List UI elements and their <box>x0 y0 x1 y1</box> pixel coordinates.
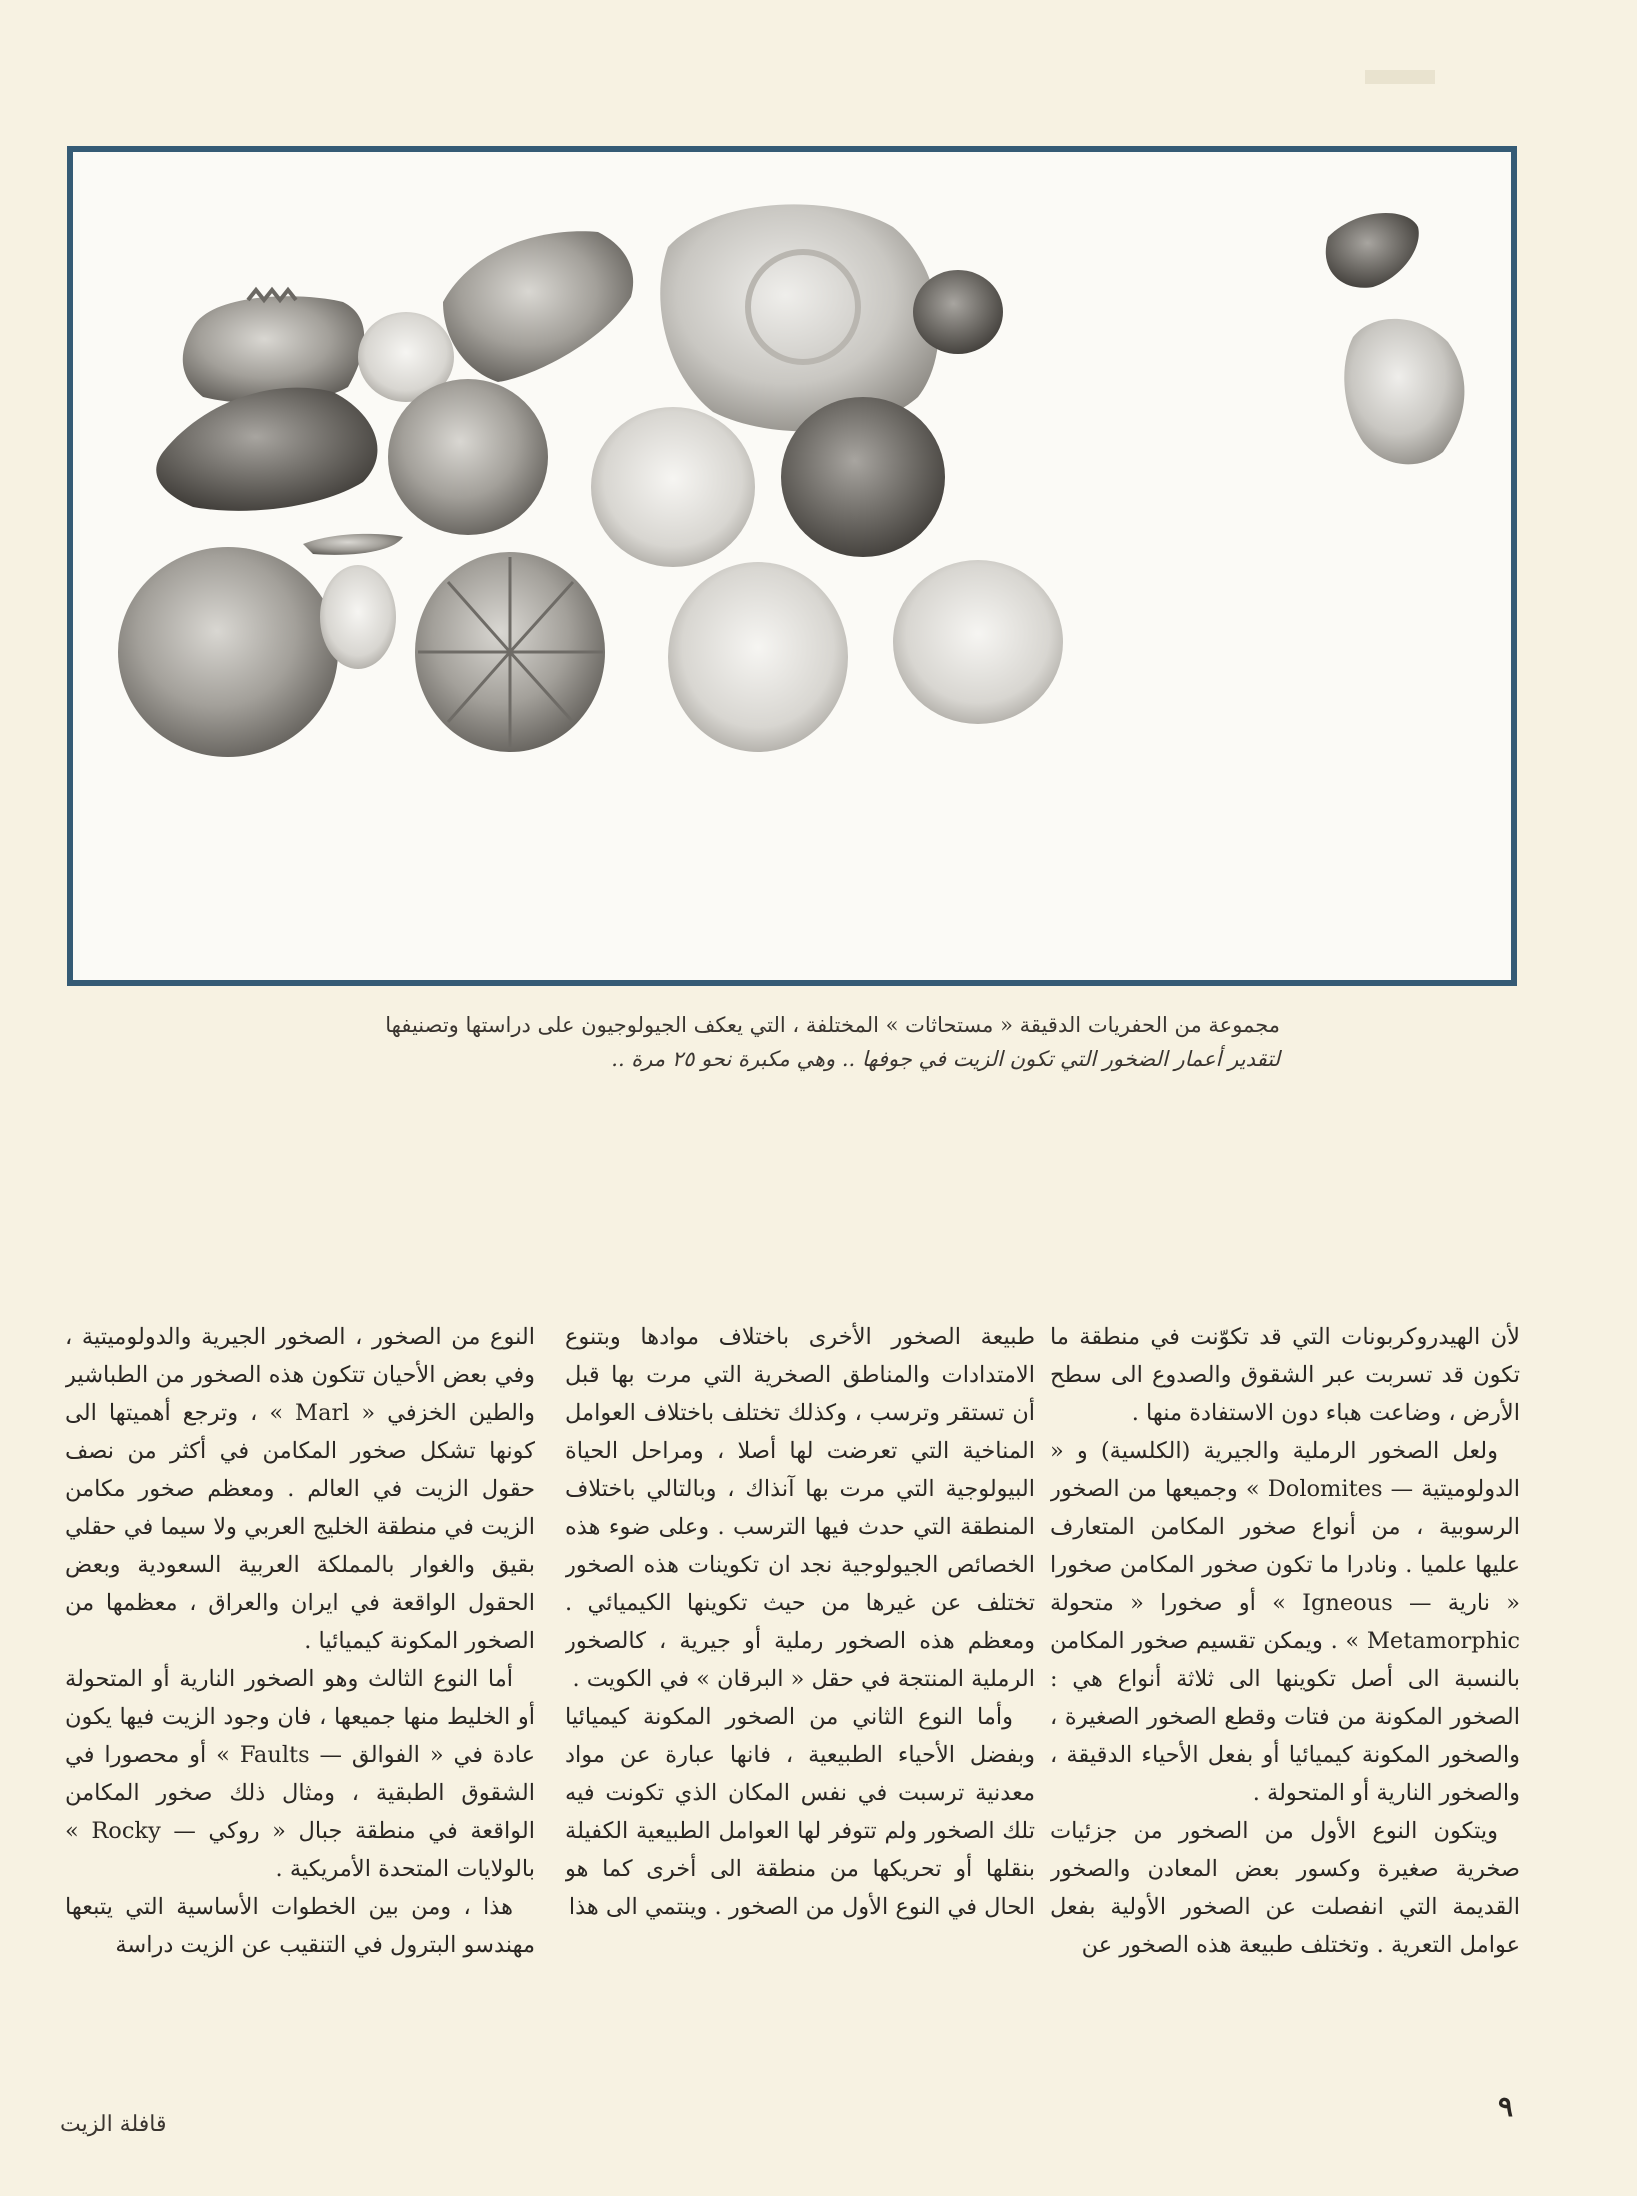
fossil-4 <box>660 204 938 431</box>
page-number: ٩ <box>1498 2090 1514 2123</box>
fossil-17 <box>893 560 1063 724</box>
figure-caption <box>300 1008 1280 1076</box>
paragraph: ويتكون النوع الأول من الصخور من جزئيات صخرية صغيرة وكسور بعض المعادن والصخور القديمة التي انفصلت عن الصخور الأولية بفعل عوامل التعرية . وتختلف طبيعة هذه الصخور عن <box>1050 1818 1520 1958</box>
fossil-1 <box>183 296 364 403</box>
paragraph: طبيعة الصخور الأخرى باختلاف موادها وبتنوع الامتدادات والمناطق الصخرية التي مرت بها قبل أن تستقر وترسب ، وكذلك تختلف باختلاف العوامل المناخية التي تعرضت لها أصلا ، ومراحل الحياة البيولوجية التي مرت بها آنذاك ، وبالتالي باختلاف المنطقة التي حدث فيها الترسب . وعلى ضوء هذه الخصائص الجيولوجية نجد ان تكوينات هذه الصخور تختلف عن غيرها من حيث تكوينها الكيميائي . ومعظم هذه الصخور رملية أو جيرية ، كالصخور الرملية المنتجة في حقل « البرقان » في الكويت . <box>565 1324 1035 1692</box>
text-column-right <box>1050 1318 1520 2098</box>
paragraph: لأن الهيدروكربونات التي قد تكوّنت في منطقة ما تكون قد تسربت عبر الشقوق والصدوع الى سطح الأرض ، وضاعت هباء دون الاستفادة منها . <box>1050 1324 1520 1426</box>
paragraph: وأما النوع الثاني من الصخور المكونة كيميائيا وبفضل الأحياء الطبيعية ، فانها عبارة عن مواد معدنية ترسبت في نفس المكان الذي تكونت فيه تلك الصخور ولم تتوفر لها العوامل الطبيعية الكفيلة بنقلها أو تحريكها من منطقة الى أخرى كما هو الحال في النوع الأول من الصخور . وينتمي الى هذا <box>565 1704 1035 1920</box>
fossils-photograph <box>67 146 1517 986</box>
caption-line-1: مجموعة من الحفريات الدقيقة « مستحاثات » المختلفة ، التي يعكف الجيولوجيون على دراستها وتصنيفها <box>385 1013 1280 1037</box>
fossil-9 <box>388 379 548 535</box>
caption-line-2: لتقدير أعمار الضخور التي تكون الزيت في جوفها .. وهي مكبرة نحو ٢٥ مرة .. <box>611 1047 1280 1071</box>
fossil-11 <box>781 397 945 557</box>
text-column-left <box>65 1318 535 2098</box>
fossil-14 <box>320 565 396 669</box>
text-column-middle <box>565 1318 1035 2098</box>
fossil-16 <box>668 562 848 752</box>
faint-print-mark <box>1365 66 1435 88</box>
paragraph: ولعل الصخور الرملية والجيرية (الكلسية) و « الدولوميتية — Dolomites » وجميعها من الصخور الرسوبية ، من أنواع صخور المكامن المتعارف عليها علميا . ونادرا ما تكون صخور المكامن صخورا « نارية — Igneous » أو صخورا « متحولة Metamorphic » . ويمكن تقسيم صخور المكامن بالنسبة الى أصل تكوينها الى ثلاثة أنواع هي : الصخور المكونة من فتات وقطع الصخور الصغيرة ، والصخور المكونة كيميائيا أو بفعل الأحياء الدقيقة ، والصخور النارية أو المتحولة . <box>1050 1438 1520 1806</box>
fossil-12 <box>118 547 338 757</box>
paragraph: النوع من الصخور ، الصخور الجيرية والدولوميتية ، وفي بعض الأحيان تتكون هذه الصخور من الطباشير والطين الخزفي « Marl » ، وترجع أهميتها الى كونها تشكل صخور المكامن في أكثر من نصف حقول الزيت في العالم . ومعظم صخور مكامن الزيت في منطقة الخليج العربي ولا سيما في حقلي بقيق والغوار بالمملكة العربية السعودية وبعض الحقول الواقعة في ايران والعراق ، معظمها من الصخور المكونة كيميائيا . <box>65 1324 535 1654</box>
paragraph: أما النوع الثالث وهو الصخور النارية أو المتحولة أو الخليط منها جميعها ، فان وجود الزيت فيها يكون عادة في « الفوالق — Faults » أو محصورا في الشقوق الطبقية ، ومثال ذلك صخور المكامن الواقعة في منطقة جبال « روكي — Rocky » بالولايات المتحدة الأمريكية . <box>65 1666 535 1882</box>
fossil-5 <box>913 270 1003 354</box>
fossil-10 <box>591 407 755 567</box>
running-title: قافلة الزيت <box>60 2112 167 2137</box>
paragraph: هذا ، ومن بين الخطوات الأساسية التي يتبعها مهندسو البترول في التنقيب عن الزيت دراسة <box>65 1894 535 1958</box>
